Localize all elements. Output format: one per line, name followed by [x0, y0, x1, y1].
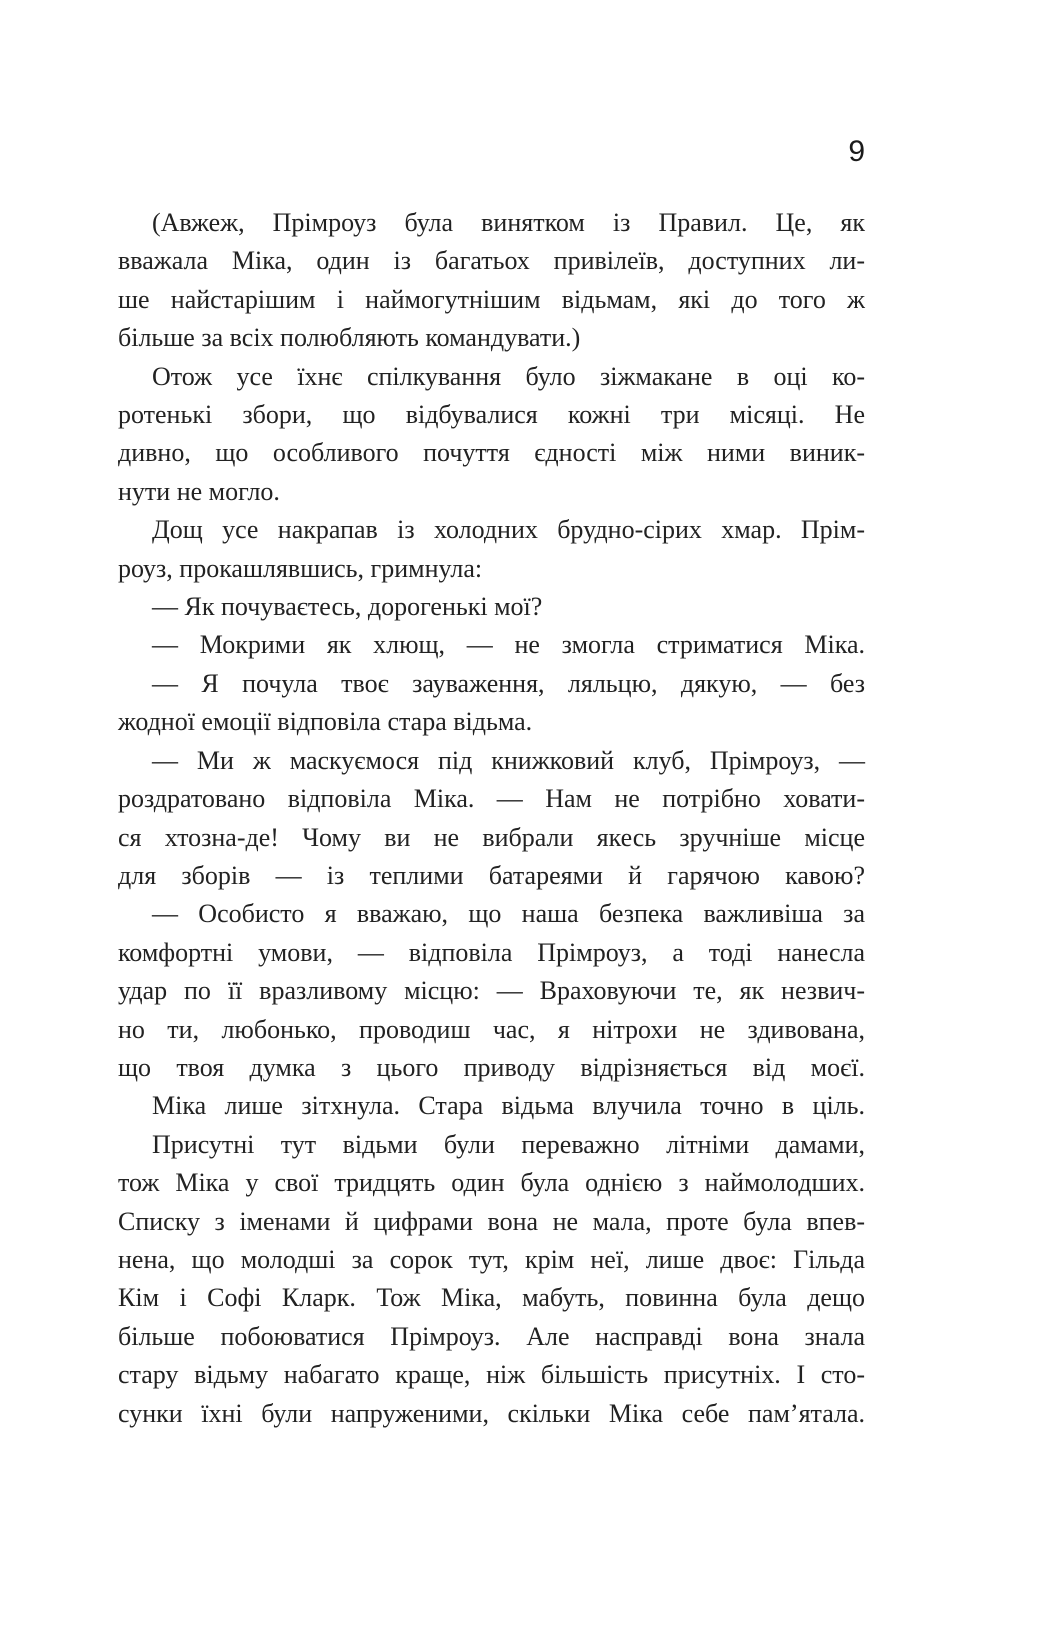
text-line: більше побоюватися Прімроуз. Але насправді вона знала — [118, 1321, 865, 1351]
text-line: — Ми ж маскуємося під книжковий клуб, Прімроуз, — — [152, 745, 865, 775]
text-line: Кім і Софі Кларк. Тож Міка, мабуть, повинна була дещо — [118, 1283, 865, 1313]
text-line: но ти, любонько, проводиш час, я нітрохи не здивована, — [118, 1014, 865, 1044]
text-line: ся хтозна-де! Чому ви не вибрали якесь зручніше місце — [118, 822, 865, 852]
text-line: — Мокрими як хлющ, — не змогла стриматися Міка. — [152, 630, 865, 660]
page-number: 9 — [848, 135, 865, 168]
text-line: сунки їхні були напруженими, скільки Міка себе пам’ятала. — [118, 1398, 865, 1428]
text-line: тож Міка у свої тридцять один була однією з наймолодших. — [118, 1168, 865, 1198]
text-line: — Як почуваєтесь, дорогенькі мої? — [152, 592, 543, 622]
text-line: Дощ усе накрапав із холодних брудно-сірих хмар. Прім- — [152, 515, 865, 545]
text-line: нути не могло. — [118, 476, 280, 506]
text-line: комфортні умови, — відповіла Прімроуз, а тоді нанесла — [118, 937, 865, 967]
text-line: ше найстарішим і наймогутнішим відьмам, які до того ж — [118, 284, 865, 314]
text-line: роздратовано відповіла Міка. — Нам не потрібно ховати- — [118, 784, 865, 814]
text-line: жодної емоції відповіла стара відьма. — [118, 707, 533, 737]
text-line: Списку з іменами й цифрами вона не мала, проте була впев- — [118, 1206, 865, 1236]
text-line: ротенькі збори, що відбувалися кожні три місяці. Не — [118, 400, 865, 430]
text-line: вважала Міка, один із багатьох привілеїв, доступних ли- — [118, 246, 865, 276]
text-line: більше за всіх полюбляють командувати.) — [118, 323, 581, 353]
text-line: стару відьму набагато краще, ніж більшість присутніх. І сто- — [118, 1360, 865, 1390]
text-line: нена, що молодші за сорок тут, крім неї, лише двоє: Гільда — [118, 1244, 865, 1274]
text-line: Міка лише зітхнула. Стара відьма влучила точно в ціль. — [152, 1091, 865, 1121]
text-line: роуз, прокашлявшись, гримнула: — [118, 553, 483, 583]
text-line: — Я почула твоє зауваження, ляльцю, дякую, — без — [152, 668, 865, 698]
text-line: Присутні тут відьми були переважно літніми дамами, — [152, 1129, 865, 1159]
text-line: (Авжеж, Прімроуз була винятком із Правил. Це, як — [152, 208, 865, 237]
text-line: — Особисто я вважаю, що наша безпека важливіша за — [152, 899, 865, 929]
page-text — [118, 204, 865, 1433]
text-line: для зборів — із теплими батареями й гарячою кавою? — [118, 860, 865, 890]
text-line: удар по її вразливому місцю: — Враховуючи те, як незвич- — [118, 976, 865, 1006]
text-line: дивно, що особливого почуття єдності між ними виник- — [118, 438, 865, 468]
text-line: Отож усе їхнє спілкування було зіжмакане в оці ко- — [152, 361, 865, 391]
text-line: що твоя думка з цього приводу відрізняється від моєї. — [118, 1052, 865, 1082]
